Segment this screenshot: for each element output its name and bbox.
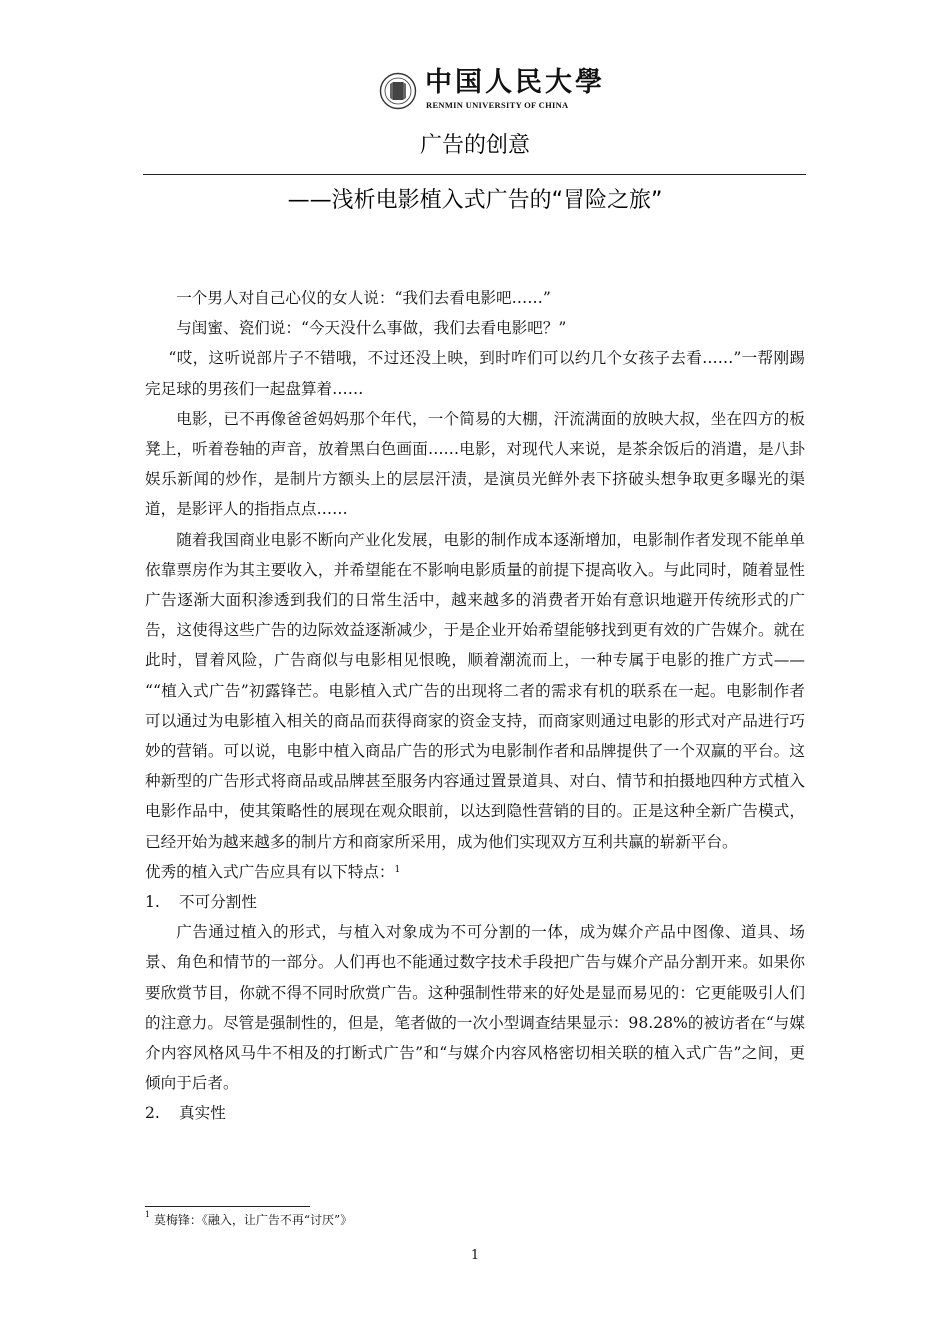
paragraph: 一个男人对自己心仪的女人说：“我们去看电影吧……”: [176, 289, 551, 307]
list-item: [145, 887, 805, 917]
paragraph-text: 优秀的植入式广告应具有以下特点：: [145, 862, 395, 881]
list-item: [145, 1098, 805, 1128]
footnote: [145, 1211, 352, 1228]
paragraph: 广告通过植入的形式，与植入对象成为不可分割的一体，成为媒介产品中图像、道具、场景、角色和情节的一部分。人们再也不能通过数字技术手段把广告与媒介产品分割开来。如果你要欣赏节目，你就不得不同时欣赏广告。这种强制性带来的好处是显而易见的：它更能吸引人们的注意力。尽管是强制性的，但是，笔者做的一次小型调查结果显示：98.28%的被访者在“与媒介内容风格风马牛不相及的打断式广告”和“与媒介内容风格密切相关联的植入式广告”之间，更倾向于后者。: [145, 923, 805, 1093]
paragraph: “哎，这听说部片子不错哦，不过还没上映，到时咋们可以约几个女孩子去看……”一帮刚踢完足球的男孩们一起盘算着……: [145, 349, 805, 398]
document-body: [145, 283, 805, 1129]
footnote-marker: 1: [145, 1210, 151, 1219]
footnote-text: 莫梅锋：《融入，让广告不再“讨厌”》: [153, 1213, 353, 1227]
header-divider: [143, 174, 806, 175]
paragraph: 电影，已不再像爸爸妈妈那个年代，一个简易的大棚，汗流满面的放映大叔，坐在四方的板凳上，听着卷轴的声音，放着黑白色画面……电影，对现代人来说，是茶余饭后的消遣，是八卦娱乐新闻的炒作，是制片方额头上的层层汗渍，是演员光鲜外表下挤破头想争取更多曝光的渠道，是影评人的指指点点……: [145, 409, 805, 519]
list-label: 不可分割性: [179, 893, 257, 912]
footnote-reference[interactable]: 1: [394, 864, 401, 875]
list-label: 真实性: [179, 1104, 226, 1123]
paragraph: 随着我国商业电影不断向产业化发展，电影的制作成本逐渐增加，电影制作者发现不能单单依靠票房作为其主要收入，并希望能在不影响电影质量的前提下提高收入。与此同时，随着显性广告逐渐大面积渗透到我们的日常生活中，越来越多的消费者开始有意识地避开传统形式的广告，这使得这些广告的边际效益逐渐减少，于是企业开始希望能够找到更有效的广告媒介。就在此时，冒着风险，广告商似与电影相见恨晚，顺着潮流而上，一种专属于电影的推广方式—— ““植入式广告”初露锋芒。电影植入式广告的出现将二者的需求有机的联系在一起。电影制作者可以通过为电影植入相关的商品而获得商家的资金支持，而商家则通过电影的形式对产品进行巧妙的营销。可以说，电影中植入商品广告的形式为电影制作者和品牌提供了一个双赢的平台。这种新型的广告形式将商品或品牌甚至服务内容通过置景道具、对白、情节和拍摄地四种方式植入电影作品中，使其策略性的展现在观众眼前，以达到隐性营销的目的。正是这种全新广告模式，已经开始为越来越多的制片方和商家所采用，成为他们实现双方互利共赢的崭新平台。: [145, 530, 805, 851]
list-number: 1.: [145, 893, 160, 912]
page-number: 1: [470, 1248, 480, 1263]
list-number: 2.: [145, 1104, 160, 1123]
page-header: [0, 60, 950, 116]
paragraph-with-footnote: [145, 857, 805, 887]
footnote-divider: [145, 1206, 310, 1207]
document-subtitle: ——浅析电影植入式广告的“冒险之旅”: [287, 188, 663, 213]
university-name-en: RENMIN UNIVERSITY OF CHINA: [426, 100, 569, 110]
university-name-cn: 中国人民大學: [425, 67, 605, 98]
paragraph: 与闺蜜、瓷们说：“今天没什么事做，我们去看电影吧？”: [176, 319, 567, 338]
document-title: 广告的创意: [419, 133, 530, 158]
university-seal-icon: [379, 72, 417, 110]
